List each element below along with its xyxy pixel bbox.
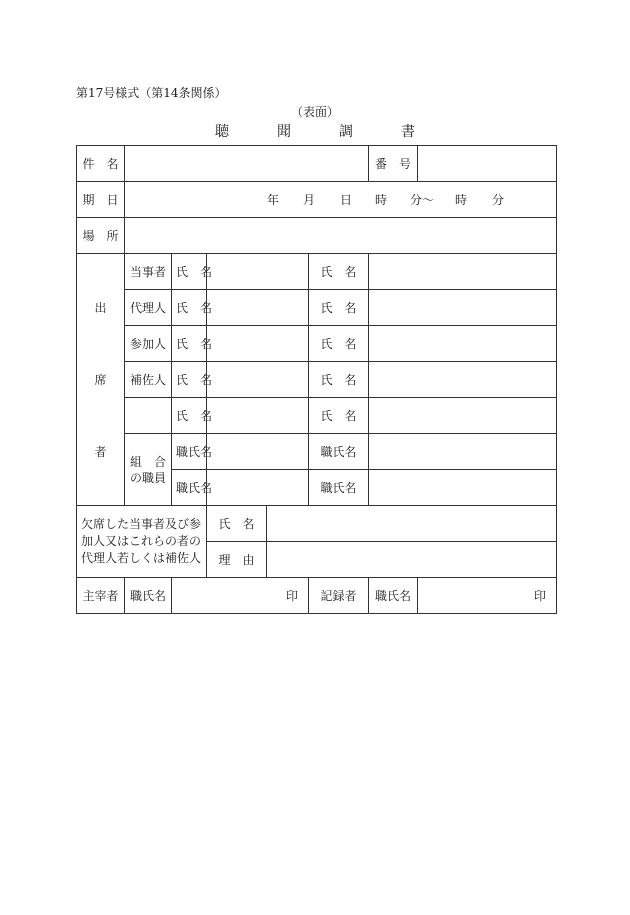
presider-title-name-label: 職氏名: [125, 578, 172, 614]
role-blank[interactable]: [125, 398, 172, 434]
attendees-char: 者: [94, 444, 107, 459]
place-row: [77, 218, 557, 254]
recorder-title-name-label: 職氏名: [369, 578, 418, 614]
absent-label: 欠席した当事者及び参加人又はこれらの者の代理人若しくは補佐人: [77, 506, 207, 578]
title-char: 聞: [277, 124, 291, 140]
union-label-line1: 組 合: [129, 454, 166, 469]
title-char: 聴: [215, 124, 229, 140]
place-field[interactable]: [125, 218, 557, 254]
date-row: [77, 182, 557, 218]
case-label: 件 名: [77, 146, 125, 182]
role-participant: 参加人: [125, 326, 172, 362]
title-name-label: 職氏名: [309, 434, 369, 470]
place-label: 場 所: [77, 218, 125, 254]
title-name-field[interactable]: [369, 470, 557, 506]
case-field[interactable]: [125, 146, 369, 182]
date-hour: 時: [375, 193, 388, 207]
side-label: （表面）: [290, 105, 339, 119]
name-field[interactable]: [207, 326, 309, 362]
union-staff-row: [77, 434, 557, 470]
signature-row: [77, 578, 557, 614]
attendee-row: [77, 290, 557, 326]
date-minute-to: 分: [492, 193, 505, 207]
recorder-label: 記録者: [309, 578, 369, 614]
attendees-char: 出: [94, 300, 107, 315]
date-year: 年: [267, 193, 280, 207]
date-day: 日: [340, 193, 353, 207]
title-name-field[interactable]: [207, 434, 309, 470]
name-field[interactable]: [207, 362, 309, 398]
name-field[interactable]: [369, 254, 557, 290]
name-field[interactable]: [369, 398, 557, 434]
absent-name-label: 氏 名: [207, 506, 267, 542]
attendee-row: [77, 398, 557, 434]
role-union-staff: [125, 434, 172, 506]
name-label: 氏 名: [309, 254, 369, 290]
name-field[interactable]: [207, 290, 309, 326]
absent-reason-label: 理 由: [207, 542, 267, 578]
date-month: 月: [303, 193, 316, 207]
role-agent: 代理人: [125, 290, 172, 326]
date-hour-to: 時: [455, 193, 468, 207]
role-party: 当事者: [125, 254, 172, 290]
presider-seal[interactable]: 印: [172, 578, 309, 614]
title-char: 書: [401, 124, 415, 140]
role-assistant: 補佐人: [125, 362, 172, 398]
case-row: [77, 146, 557, 182]
title-name-field[interactable]: [369, 434, 557, 470]
name-field[interactable]: [369, 290, 557, 326]
title-name-label: 職氏名: [172, 434, 207, 470]
attendee-row: [77, 254, 557, 290]
date-minute-from: 分～: [410, 193, 435, 207]
name-label: 氏 名: [172, 326, 207, 362]
name-label: 氏 名: [309, 362, 369, 398]
title-name-field[interactable]: [207, 470, 309, 506]
attendee-row: [77, 326, 557, 362]
document-title: [0, 121, 630, 141]
recorder-seal[interactable]: 印: [418, 578, 557, 614]
name-label: 氏 名: [172, 362, 207, 398]
absent-name-field[interactable]: [267, 506, 557, 542]
title-name-label: 職氏名: [172, 470, 207, 506]
absent-reason-field[interactable]: [267, 542, 557, 578]
attendees-char: 席: [94, 372, 107, 387]
name-label: 氏 名: [172, 398, 207, 434]
name-label: 氏 名: [309, 398, 369, 434]
date-field[interactable]: [125, 182, 557, 218]
form-number: 第17号様式（第14条関係）: [76, 86, 227, 100]
presider-label: 主宰者: [77, 578, 125, 614]
name-label: 氏 名: [309, 290, 369, 326]
absent-name-row: [77, 506, 557, 542]
name-field[interactable]: [369, 362, 557, 398]
name-label: 氏 名: [309, 326, 369, 362]
number-field[interactable]: [418, 146, 557, 182]
title-char: 調: [339, 124, 353, 140]
hearing-record-table: [76, 145, 557, 614]
attendees-group-label: [77, 254, 125, 506]
attendee-row: [77, 362, 557, 398]
name-field[interactable]: [369, 326, 557, 362]
date-label: 期 日: [77, 182, 125, 218]
name-field[interactable]: [207, 254, 309, 290]
name-field[interactable]: [207, 398, 309, 434]
number-label: 番 号: [369, 146, 418, 182]
union-label-line2: の職員: [129, 470, 166, 485]
title-name-label: 職氏名: [309, 470, 369, 506]
name-label: 氏 名: [172, 290, 207, 326]
name-label: 氏 名: [172, 254, 207, 290]
